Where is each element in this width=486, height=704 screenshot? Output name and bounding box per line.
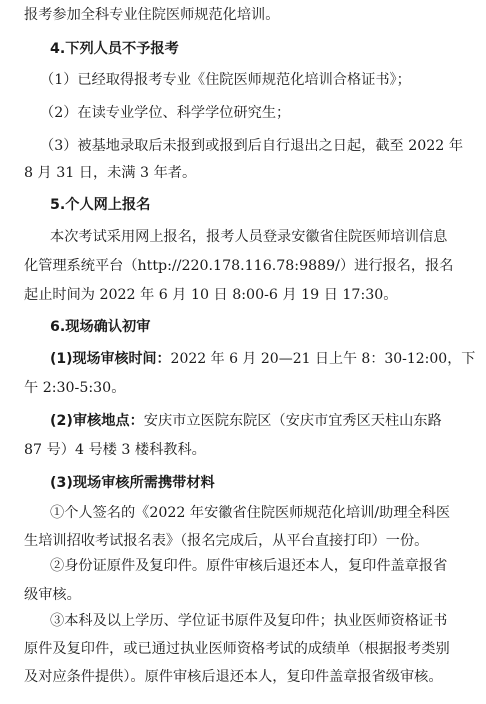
section-heading: 4.下列人员不予报考: [50, 41, 179, 57]
text-line: 及对应条件提供）。原件审核后退还本人，复印件盖章报省级审核。: [24, 669, 443, 685]
text-line: 午 2:30-5:30。: [24, 380, 126, 396]
text-line: 87 号）4 号楼 3 楼科教科。: [24, 442, 206, 458]
section-heading: 5.个人网上报名: [50, 197, 151, 213]
text-line: [50, 412, 442, 430]
text-line: ①个人签名的《2022 年安徽省住院医师规范化培训/助理全科医: [50, 505, 451, 521]
text-line: 化管理系统平台（http://220.178.116.78:9889/）进行报名，报名: [24, 258, 454, 274]
text-line: 本次考试采用网上报名，报考人员登录安徽省住院医师培训信息: [50, 229, 448, 245]
text-line: （3）被基地录取后未报到或报到后自行退出之日起，截至 2022 年: [40, 138, 464, 154]
text-line: 级审核。: [24, 587, 81, 603]
section-heading: 6.现场确认初审: [50, 319, 151, 335]
text-line: ②身份证原件及复印件。原件审核后退还本人，复印件盖章报省: [50, 558, 448, 574]
text-line: 生培训招收考试报名表》（报名完成后，从平台直接打印）一份。: [24, 533, 429, 549]
text-line: ③本科及以上学历、学位证书原件及复印件；执业医师资格证书: [50, 613, 448, 629]
inline-label: (1)现场审核时间：: [50, 351, 171, 367]
text-line: 报考参加全科专业住院医师规范化培训。: [24, 7, 280, 23]
inline-label: (2)审核地点：: [50, 413, 144, 429]
text-line: （1）已经取得报考专业《住院医师规范化培训合格证书》；: [40, 72, 411, 88]
text-line: 起止时间为 2022 年 6 月 10 日 8:00-6 月 19 日 17:30。: [24, 287, 398, 303]
text-line: [50, 350, 475, 368]
text-line: 原件及复印件，或已通过执业医师资格考试的成绩单（根据报考类别: [24, 641, 450, 657]
text-line: 8 月 31 日，未满 3 年者。: [24, 165, 197, 181]
section-heading: (3)现场审核所需携带材料: [50, 475, 215, 491]
inline-value: 安庆市立医院东院区（安庆市宜秀区天柱山东路: [143, 413, 442, 429]
inline-value: 2022 年 6 月 20—21 日: [170, 351, 329, 367]
text-line: （2）在读专业学位、科学学位研究生；: [40, 105, 291, 121]
inline-value: 上午 8：30-12:00，下: [328, 351, 476, 367]
